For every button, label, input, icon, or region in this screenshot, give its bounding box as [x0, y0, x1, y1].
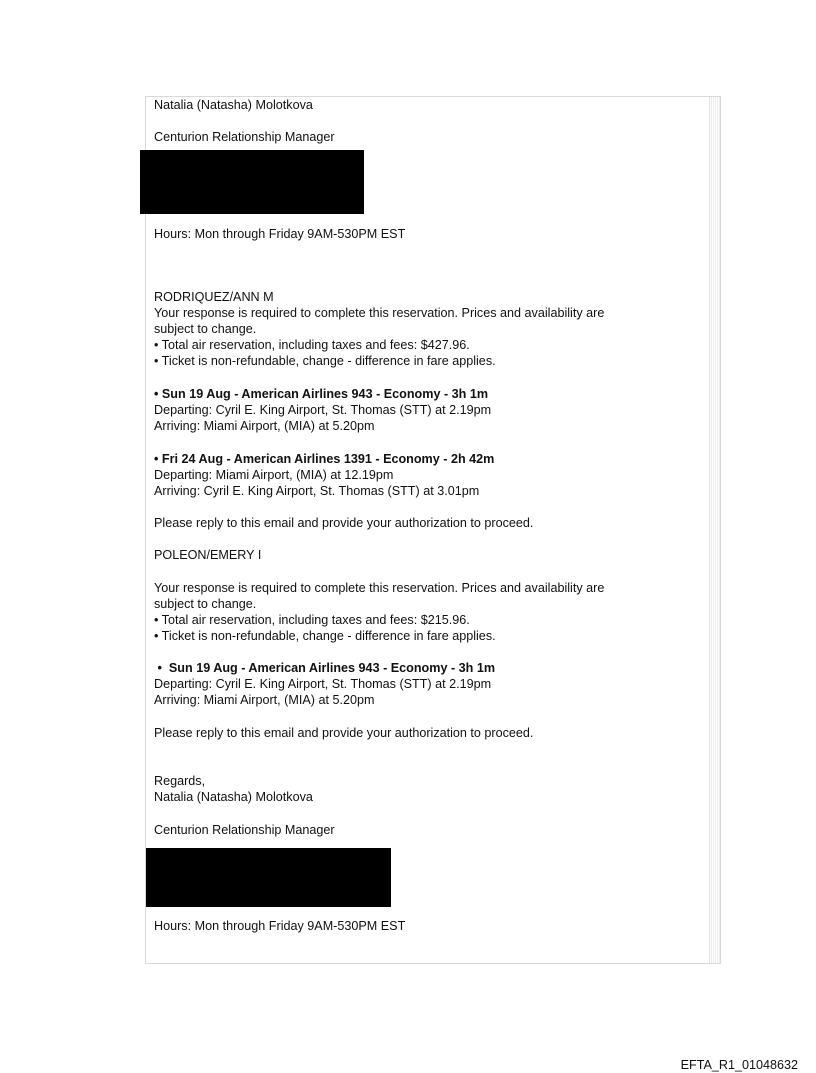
signature-hours: Hours: Mon through Friday 9AM-530PM EST: [154, 919, 406, 933]
total-bullet: • Total air reservation, including taxes and fees: $215.96.: [154, 613, 470, 627]
redaction-block: [140, 150, 364, 214]
ticket-bullet: • Ticket is non-refundable, change - difference in fare applies.: [154, 629, 496, 643]
flight-heading: • Sun 19 Aug - American Airlines 943 - Economy - 3h 1m: [154, 661, 496, 675]
total-bullet: • Total air reservation, including taxes and fees: $427.96.: [154, 338, 470, 352]
redaction-block: [146, 848, 391, 907]
reply-instruction: Please reply to this email and provide your authorization to proceed.: [154, 516, 534, 530]
signature-name: Natalia (Natasha) Molotkova: [154, 790, 313, 804]
ticket-bullet: • Ticket is non-refundable, change - difference in fare applies.: [154, 354, 496, 368]
passenger-name: POLEON/EMERY I: [154, 548, 262, 562]
passenger-name: RODRIQUEZ/ANN M: [154, 290, 274, 304]
header-hours: Hours: Mon through Friday 9AM-530PM EST: [154, 227, 406, 241]
flight-departing: Departing: Miami Airport, (MIA) at 12.19pm: [154, 468, 394, 482]
flight-heading: • Sun 19 Aug - American Airlines 943 - Economy - 3h 1m: [154, 387, 489, 401]
reply-instruction: Please reply to this email and provide your authorization to proceed.: [154, 726, 534, 740]
scrollbar-track: [709, 97, 720, 963]
flight-arriving: Arriving: Cyril E. King Airport, St. Thomas (STT) at 3.01pm: [154, 484, 480, 498]
notice-text: Your response is required to complete this reservation. Prices and availability are: [154, 581, 605, 595]
flight-departing: Departing: Cyril E. King Airport, St. Thomas (STT) at 2.19pm: [154, 403, 492, 417]
header-name: Natalia (Natasha) Molotkova: [154, 98, 313, 112]
notice-text: Your response is required to complete this reservation. Prices and availability are: [154, 306, 605, 320]
flight-arriving: Arriving: Miami Airport, (MIA) at 5.20pm: [154, 419, 375, 433]
document-id: EFTA_R1_01048632: [680, 1058, 798, 1072]
flight-departing: Departing: Cyril E. King Airport, St. Thomas (STT) at 2.19pm: [154, 677, 492, 691]
signature-regards: Regards,: [154, 774, 206, 788]
header-title: Centurion Relationship Manager: [154, 130, 335, 144]
notice-text: subject to change.: [154, 322, 257, 336]
flight-arriving: Arriving: Miami Airport, (MIA) at 5.20pm: [154, 693, 375, 707]
notice-text: subject to change.: [154, 597, 257, 611]
flight-heading: • Fri 24 Aug - American Airlines 1391 - Economy - 2h 42m: [154, 452, 495, 466]
signature-title: Centurion Relationship Manager: [154, 823, 335, 837]
